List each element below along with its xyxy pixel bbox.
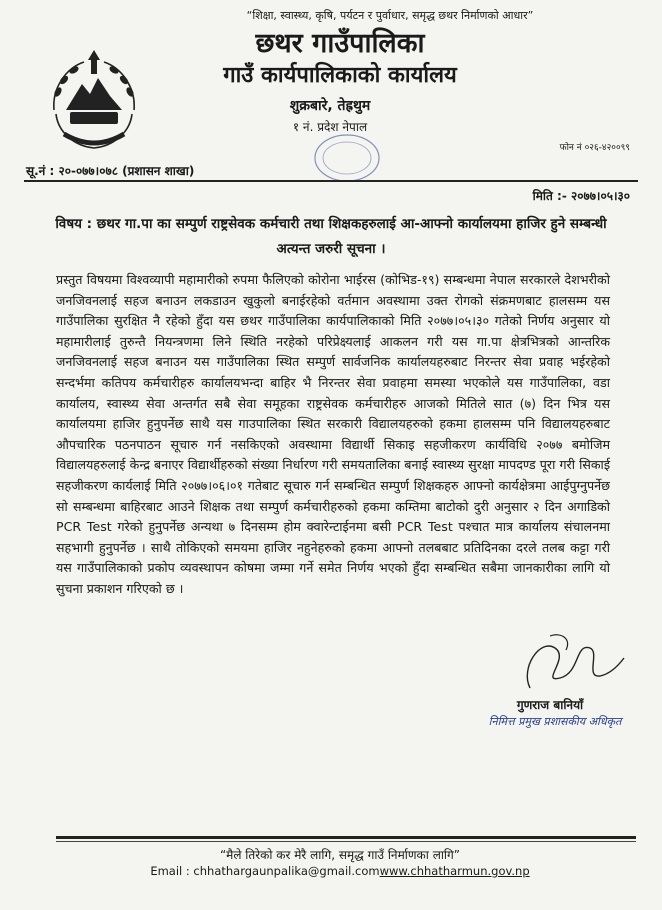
reference-number: सू.नं : २०-०७७।०७८ (प्रशासन शाखा) xyxy=(26,164,195,178)
org-name: छथर गाउँपालिका xyxy=(255,28,425,59)
subject-line: विषय : छथर गा.पा का सम्पुर्ण राष्ट्रसेवक कर्मचारी तथा शिक्षकहरुलाई आ-आफ्नो कार्यालयमा हाजिर हुने सम्बन्धी अत्यन्त जरुरी सूचना । xyxy=(55,216,607,257)
footer-contact xyxy=(100,864,580,878)
signature-mark xyxy=(500,628,630,696)
letterhead-motto: “शिक्षा, स्वास्थ्य, कृषि, पर्यटन र पुर्वाधार, समृद्ध छथर निर्माणको आधार” xyxy=(246,9,534,22)
signatory-designation: निमित्त प्रमुख प्रशासकीय अधिकृत xyxy=(488,715,622,728)
nepal-emblem-logo xyxy=(44,48,144,158)
header-divider xyxy=(24,180,638,182)
signatory-name: गुणराज बानियाँ xyxy=(516,698,584,712)
footer-divider-thick xyxy=(56,836,636,839)
footer-website-link[interactable]: www.chhatharmun.gov.np xyxy=(379,864,530,878)
office-stamp xyxy=(312,132,382,184)
phone-number: फोन नं ०२६-४२००९९ xyxy=(559,143,630,153)
address-line-2: १ नं. प्रदेश नेपाल xyxy=(292,120,368,134)
office-name: गाउँ कार्यपालिकाको कार्यालय xyxy=(223,63,457,88)
footer-divider-thin xyxy=(56,841,636,842)
footer-motto: “मैले तिरेको कर मेरै लागि, समृद्ध गाउँ निर्माणका लागि” xyxy=(219,848,461,862)
letter-date: मिति :- २०७७।०५।३० xyxy=(532,189,630,203)
address-line-1: शुक्रबारे, तेह्रथुम xyxy=(289,98,371,114)
notice-body: प्रस्तुत विषयमा विश्वव्यापी महामारीको रुपमा फैलिएको कोरोना भाईरस (कोभिड-१९) सम्बन्धमा नेपाल सरकारले देशभरीको जनजिवनलाई सहज बनाउन लकडाउन खुकुलो बनाईरहेको वर्तमान अवस्थामा उक्त रोगको संक्रमणबाट हालसम्म यस गाउँपालिका सुरक्षित नै रहेको हुँदा यस छथर गाउँपालिका कार्यपालिकाको मिति २०७७।०५।३० गतेको निर्णय अनुसार यो महामारीलाई तुरुन्तै नियन्त्रणमा लिने स्थिति नरहेको परिप्रेक्ष्यलाई आकलन गरी यस गा.पा क्षेत्रभित्रको आन्तरिक जनजिवनलाई सहज बनाउन यस गाउँपालिका स्थित सम्पुर्ण सार्वजनिक कार्यालयहरुबाट निरन्तर सेवा प्रवाह भईरहेको सन्दर्भमा कतिपय कर्मचारीहरु कार्यालयभन्दा बाहिर भै निरन्तर सेवा प्रवाहमा समस्या भएकोले यस गाउँपालिका, वडा कार्यालय, स्वास्थ्य सेवा अन्तर्गत सबै सेवा समूहका राष्ट्रसेवक कर्मचारीहरु आजको मितिले सात (७) दिन भित्र यस कार्यालयमा हाजिर हुनुपर्नेछ साथै यस गाउपालिका स्थित सरकारी विद्यालयहरुको हकमा हालसम्म पनि विद्यालयहरुबाट औपचारिक पठनपाठन सूचारु गर्न नसकिएको अवस्थामा विद्यार्थी सिकाइ सहजीकरण कार्यविधि २०७७ बमोजिम विद्यालयहरुलाई केन्द्र बनाएर विद्यार्थीहरुको संख्या निर्धारण गरी समयतालिका बनाई स्वास्थ्य सुरक्षा मापदण्ड पूरा गरी सिकाई सहजीकरण कार्यलाई मिति २०७७।०६।०१ गतेबाट सूचारु गर्न सम्बन्धित सम्पुर्ण शिक्षकहरु आफ्नो कार्यक्षेत्रमा आईपुग्नुपर्नेछ सो सम्बन्धमा बाहिरबाट आउने शिक्षक तथा सम्पुर्ण कर्मचारीहरुको हकमा कम्तिमा बाटोको दुरी अनुसार २ दिन अगाडिको PCR Test गरेको हुनुपर्नेछ अन्यथा ७ दिनसम्म होम क्वारेन्टाईनमा बसी PCR Test पश्चात मात्र कार्यालय संचालनमा सहभागी हुनुपर्नेछ । साथै तोकिएको समयमा हाजिर नहुनेहरुको हकमा आफ्नो तलबबाट प्रतिदिनका दरले तलब कट्टा गरी यस गाउँपालिकाको प्रकोप व्यवस्थापन कोषमा जम्मा गर्ने समेत निर्णय भएको हुँदा सम्बन्धित सबैमा जानकारीका लागि यो सुचना प्रकाशन गरिएको छ । xyxy=(56,272,610,596)
footer-email: Email : chhathargaunpalika@gmail.com xyxy=(150,864,380,878)
